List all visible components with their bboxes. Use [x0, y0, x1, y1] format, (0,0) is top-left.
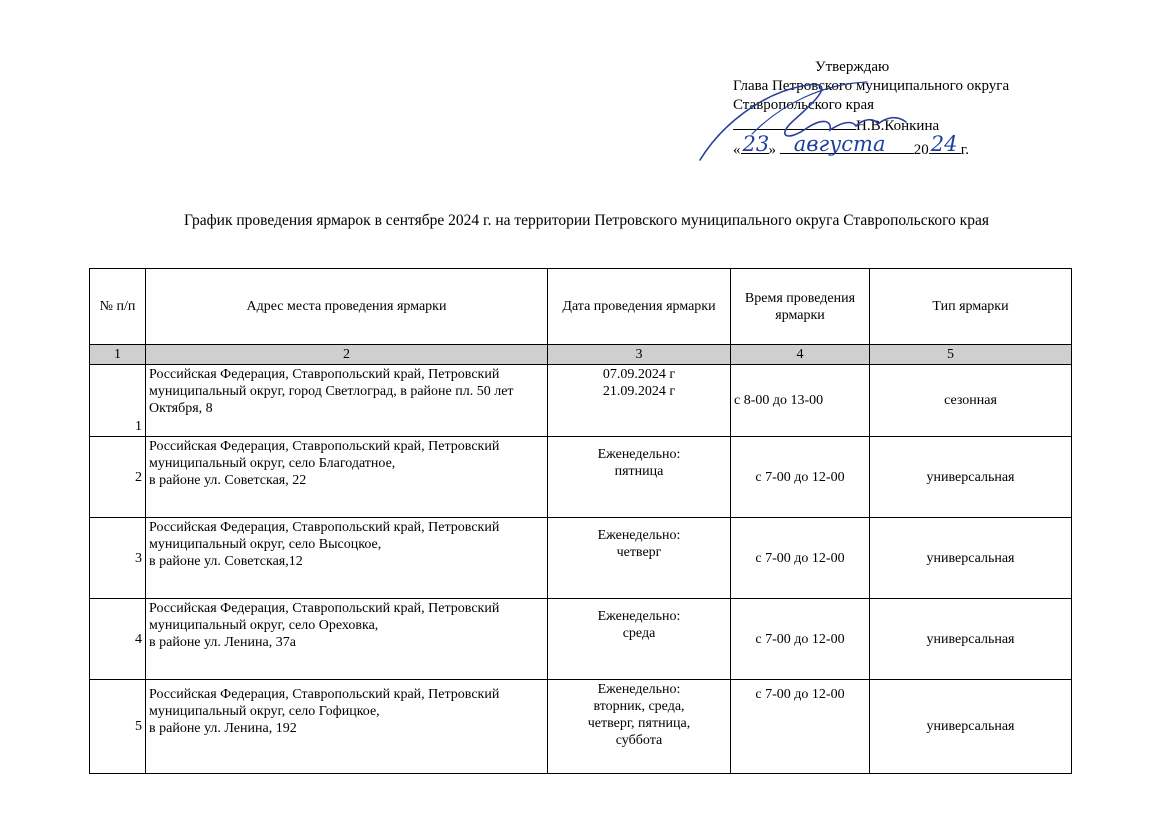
date-year-prefix: 20 — [913, 142, 929, 158]
row-date-line: 07.09.2024 г — [602, 367, 676, 382]
table-row — [90, 518, 1072, 599]
row-date-line: вторник, среда, — [593, 699, 685, 714]
row-type: универсальная — [870, 599, 1072, 680]
approval-position-line-2: Ставропольского края — [733, 97, 874, 113]
header-date: Дата проведения ярмарки — [548, 269, 731, 345]
table-row — [90, 680, 1072, 774]
date-quote-close: » — [768, 142, 776, 158]
table-row — [90, 599, 1072, 680]
date-day-field — [741, 132, 770, 156]
approval-title: Утверждаю — [815, 59, 890, 75]
date-year-mark: г. — [960, 142, 969, 158]
date-month-handwritten: августа — [793, 132, 886, 156]
row-date-line: Еженедельно: — [597, 682, 681, 697]
table-row — [90, 365, 1072, 437]
row-address-line: Российская Федерация, Ставропольский край, Петровский муниципальный округ, село Ореховка, — [149, 601, 500, 633]
row-type: универсальная — [870, 680, 1072, 774]
date-quote-open: « — [733, 142, 741, 158]
header-address: Адрес места проведения ярмарки — [146, 269, 548, 345]
row-address-line: в районе ул. Ленина, 192 — [149, 721, 297, 736]
row-time: с 7-00 до 12-00 — [731, 599, 870, 680]
row-date-line: суббота — [615, 733, 663, 748]
signatory-name: Н.В.Конкина — [856, 118, 940, 134]
row-date-line: Еженедельно: — [597, 528, 681, 543]
row-time: с 7-00 до 12-00 — [731, 518, 870, 599]
row-date-line: пятница — [614, 464, 664, 479]
column-number-row — [90, 345, 1072, 365]
row-time: с 7-00 до 12-00 — [731, 437, 870, 518]
row-date-line: Еженедельно: — [597, 609, 681, 624]
date-month-field — [780, 132, 914, 156]
signature-line — [733, 115, 1063, 136]
row-date-line: Еженедельно: — [597, 447, 681, 462]
row-address — [146, 680, 548, 774]
table-row — [90, 437, 1072, 518]
row-date — [548, 437, 731, 518]
signature-underline — [733, 115, 856, 130]
row-address-line: Российская Федерация, Ставропольский край, Петровский муниципальный округ, село Гофицкое, — [149, 687, 500, 719]
row-address-line: Российская Федерация, Ставропольский край, Петровский муниципальный округ, село Высоцкое, — [149, 520, 500, 552]
header-time: Время проведения ярмарки — [731, 269, 870, 345]
row-date — [548, 599, 731, 680]
row-date-line: среда — [622, 626, 656, 641]
row-address: Российская Федерация, Ставропольский край, Петровский муниципальный округ, город Светлоград, в районе пл. 50 лет Октября, 8 — [146, 365, 548, 437]
row-address-line: Российская Федерация, Ставропольский край, Петровский муниципальный округ, село Благодатное, — [149, 439, 500, 471]
approval-date — [733, 132, 1063, 160]
date-day-handwritten: 23 — [742, 132, 770, 156]
header-number: № п/п — [90, 269, 146, 345]
row-date-line: четверг, пятница, — [587, 716, 691, 731]
column-number-2: 2 — [146, 345, 548, 365]
column-number-5: 5 — [870, 345, 1072, 365]
row-number: 1 — [90, 365, 146, 437]
row-date — [548, 365, 731, 437]
column-number-1: 1 — [90, 345, 146, 365]
row-type: универсальная — [870, 518, 1072, 599]
row-address — [146, 437, 548, 518]
row-number: 4 — [90, 599, 146, 680]
date-year-handwritten: 24 — [930, 132, 958, 156]
approval-position-line-1: Глава Петровского муниципального округа — [733, 78, 1010, 94]
approval-block — [733, 58, 1063, 160]
row-address — [146, 518, 548, 599]
column-number-4: 4 — [731, 345, 870, 365]
date-year-field — [929, 132, 961, 156]
row-time: с 8-00 до 13-00 — [731, 365, 870, 437]
table-header-row — [90, 269, 1072, 345]
row-date-line: 21.09.2024 г — [602, 384, 676, 399]
row-date — [548, 518, 731, 599]
row-type: универсальная — [870, 437, 1072, 518]
column-number-3: 3 — [548, 345, 731, 365]
row-number: 3 — [90, 518, 146, 599]
row-address-line: в районе ул. Советская, 22 — [149, 473, 307, 488]
header-type: Тип ярмарки — [870, 269, 1072, 345]
row-date-line: четверг — [616, 545, 662, 560]
document-title: График проведения ярмарок в сентябре 2024 г. на территории Петровского муниципального округа Ставропольского края — [184, 212, 989, 229]
row-number: 2 — [90, 437, 146, 518]
row-time: с 7-00 до 12-00 — [731, 680, 870, 774]
row-address-line: в районе ул. Советская,12 — [149, 554, 303, 569]
row-address — [146, 599, 548, 680]
row-number: 5 — [90, 680, 146, 774]
fairs-schedule-table — [89, 268, 1072, 774]
row-address-line: в районе ул. Ленина, 37а — [149, 635, 296, 650]
row-date — [548, 680, 731, 774]
row-type: сезонная — [870, 365, 1072, 437]
